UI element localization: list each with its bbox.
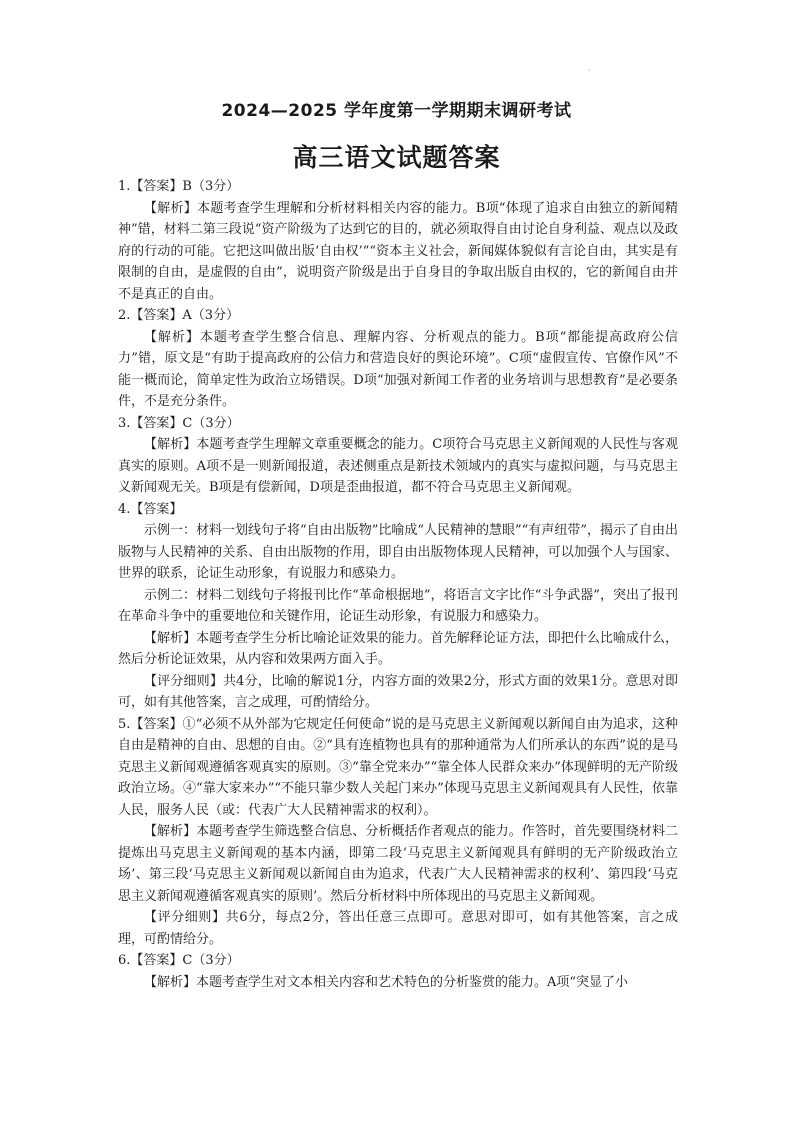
document-title: 高三语文试题答案 (292, 143, 501, 172)
q4-example2: 示例二：材料二划线句子将报刊比作“革命根据地”，将语言文字比作“斗争武器”，突出了报刊在革命斗争中的重要地位和关键作用，论证生动形象，有说服力和感染力。 (118, 587, 678, 624)
q3-answer: 3.【答案】C（3分） (118, 415, 240, 431)
q5-analysis: 【解析】本题考查学生筛选整合信息、分析概括作者观点的能力。作答时，首先要围绕材料二提炼出马克思主义新闻观的基本内涵，即第二段‘马克思主义新闻观具有鲜明的无产阶级政治立场’、第三段‘马克思主义新闻观以新闻自由为追求，代表广大人民精神需求的权利’、第四段‘马克思主义新闻观遵循客观真实的原则’。然后分析材料中所体现出的马克思主义新闻观。 (118, 824, 678, 904)
q2-analysis: 【解析】本题考查学生整合信息、理解内容、分析观点的能力。B项“都能提高政府公信力”错，原文是“有助于提高政府的公信力和营造良好的舆论环境”。C项“虚假宣传、官僚作风”不能一概而论，简单定性为政治立场错误。D项“加强对新闻工作者的业务培训与思想教育”是必要条件，不是充分条件。 (118, 329, 678, 409)
q4-example1: 示例一：材料一划线句子将“自由出版物”比喻成“人民精神的慧眼”“有声纽带”，揭示了自由出版物与人民精神的关系、自由出版物的作用，即自由出版物体现人民精神，可以加强个人与国家、世界的联系，论证生动形象，有说服力和感染力。 (118, 523, 678, 581)
q4-scoring: 【评分细则】共4分，比喻的解说1分，内容方面的效果2分，形式方面的效果1分。意思对即可，如有其他答案，言之成理，可酌情给分。 (118, 673, 678, 710)
q1-analysis: 【解析】本题考查学生理解和分析材料相关内容的能力。B项“体现了追求自由独立的新闻精神”错，材料二第三段说“资产阶级为了达到它的目的，就必须取得自由讨论自身利益、观点以及政府的行动的可能。它把这叫做出版‘自由权’”“资本主义社会，新闻媒体貌似有言论自由，其实是有限制的自由，是虚假的自由”，说明资产阶级是出于自身目的争取出版自由权的，它的新闻自由并不是真正的自由。 (118, 200, 678, 302)
exam-title: 2024—2025 学年度第一学期期末调研考试 (221, 101, 572, 121)
q4-answer: 4.【答案】 (118, 501, 183, 517)
q4-analysis: 【解析】本题考查学生分析比喻论证效果的能力。首先解释论证方法，即把什么比喻成什么，然后分析论证效果，从内容和效果两方面入手。 (118, 630, 678, 667)
q5-scoring: 【评分细则】共6分，每点2分，答出任意三点即可。意思对即可，如有其他答案，言之成理，可酌情给分。 (118, 910, 678, 947)
q6-answer: 6.【答案】C（3分） (118, 953, 240, 968)
q3-analysis: 【解析】本题考查学生理解文章重要概念的能力。C项符合马克思主义新闻观的人民性与客观真实的原则。A项不是一则新闻报道，表述侧重点是新技术领域内的真实与虚拟问题，与马克思主义新闻观无关。B项是有偿新闻，D项是歪曲报道，都不符合马克思主义新闻观。 (118, 437, 678, 495)
q5-answer: 5.【答案】①“必须不从外部为它规定任何使命”说的是马克思主义新闻观以新闻自由为追求，这种自由是精神的自由、思想的自由。②“具有连植物也具有的那种通常为人们所承认的东西”说的是马克思主义新闻观遵循客观真实的原则。③“靠全党来办”“靠全体人民群众来办”体现鲜明的无产阶级政治立场。④“靠大家来办”“不能只靠少数人关起门来办”体现马克思主义新闻观具有人民性，依靠人民，服务人民（或：代表广大人民精神需求的权利）。 (118, 716, 678, 818)
scan-dot: · (588, 66, 591, 75)
answer-body (118, 176, 678, 993)
q2-answer: 2.【答案】A（3分） (118, 308, 240, 323)
q1-answer: 1.【答案】B（3分） (118, 179, 240, 194)
q6-analysis: 【解析】本题考查学生对文本相关内容和艺术特色的分析鉴赏的能力。A项“突显了小 (144, 974, 629, 990)
